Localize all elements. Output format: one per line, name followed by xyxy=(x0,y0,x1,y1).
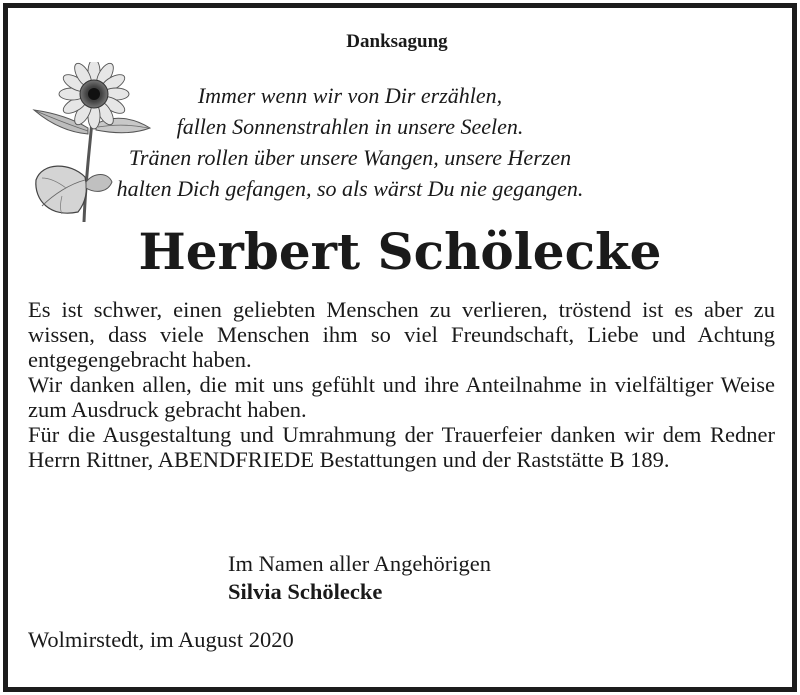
paragraph: Für die Ausgestaltung und Umrahmung der Trauerfeier danken wir dem Redner Herrn Rittner, ABENDFRIEDE Bestattungen und der Raststätte B 189. xyxy=(28,422,775,472)
poem-line: fallen Sonnenstrahlen in unsere Seelen. xyxy=(176,114,524,139)
poem-line: Immer wenn wir von Dir erzählen, xyxy=(197,83,503,108)
poem-line: Tränen rollen über unsere Wangen, unsere Herzen xyxy=(128,145,572,170)
heading-title: Danksagung xyxy=(346,31,448,52)
paragraph: Wir danken allen, die mit uns gefühlt und ihre Anteilnahme in vielfältiger Weise zum Ausdruck gebracht haben. xyxy=(28,372,775,422)
deceased-name: Herbert Schölecke xyxy=(138,222,662,281)
thanks-text xyxy=(28,297,775,472)
signature-block xyxy=(228,550,491,606)
paragraph: Es ist schwer, einen geliebten Menschen zu verlieren, tröstend ist es aber zu wissen, dass viele Menschen ihm so viel Freundschaft, Liebe und Achtung entgegengebracht haben. xyxy=(28,297,775,372)
poem xyxy=(100,80,600,204)
place-date: Wolmirstedt, im August 2020 xyxy=(28,627,294,652)
poem-line: halten Dich gefangen, so als wärst Du nie gegangen. xyxy=(116,176,584,201)
signer-name: Silvia Schölecke xyxy=(228,579,383,604)
closing-line: Im Namen aller Angehörigen xyxy=(228,551,492,576)
